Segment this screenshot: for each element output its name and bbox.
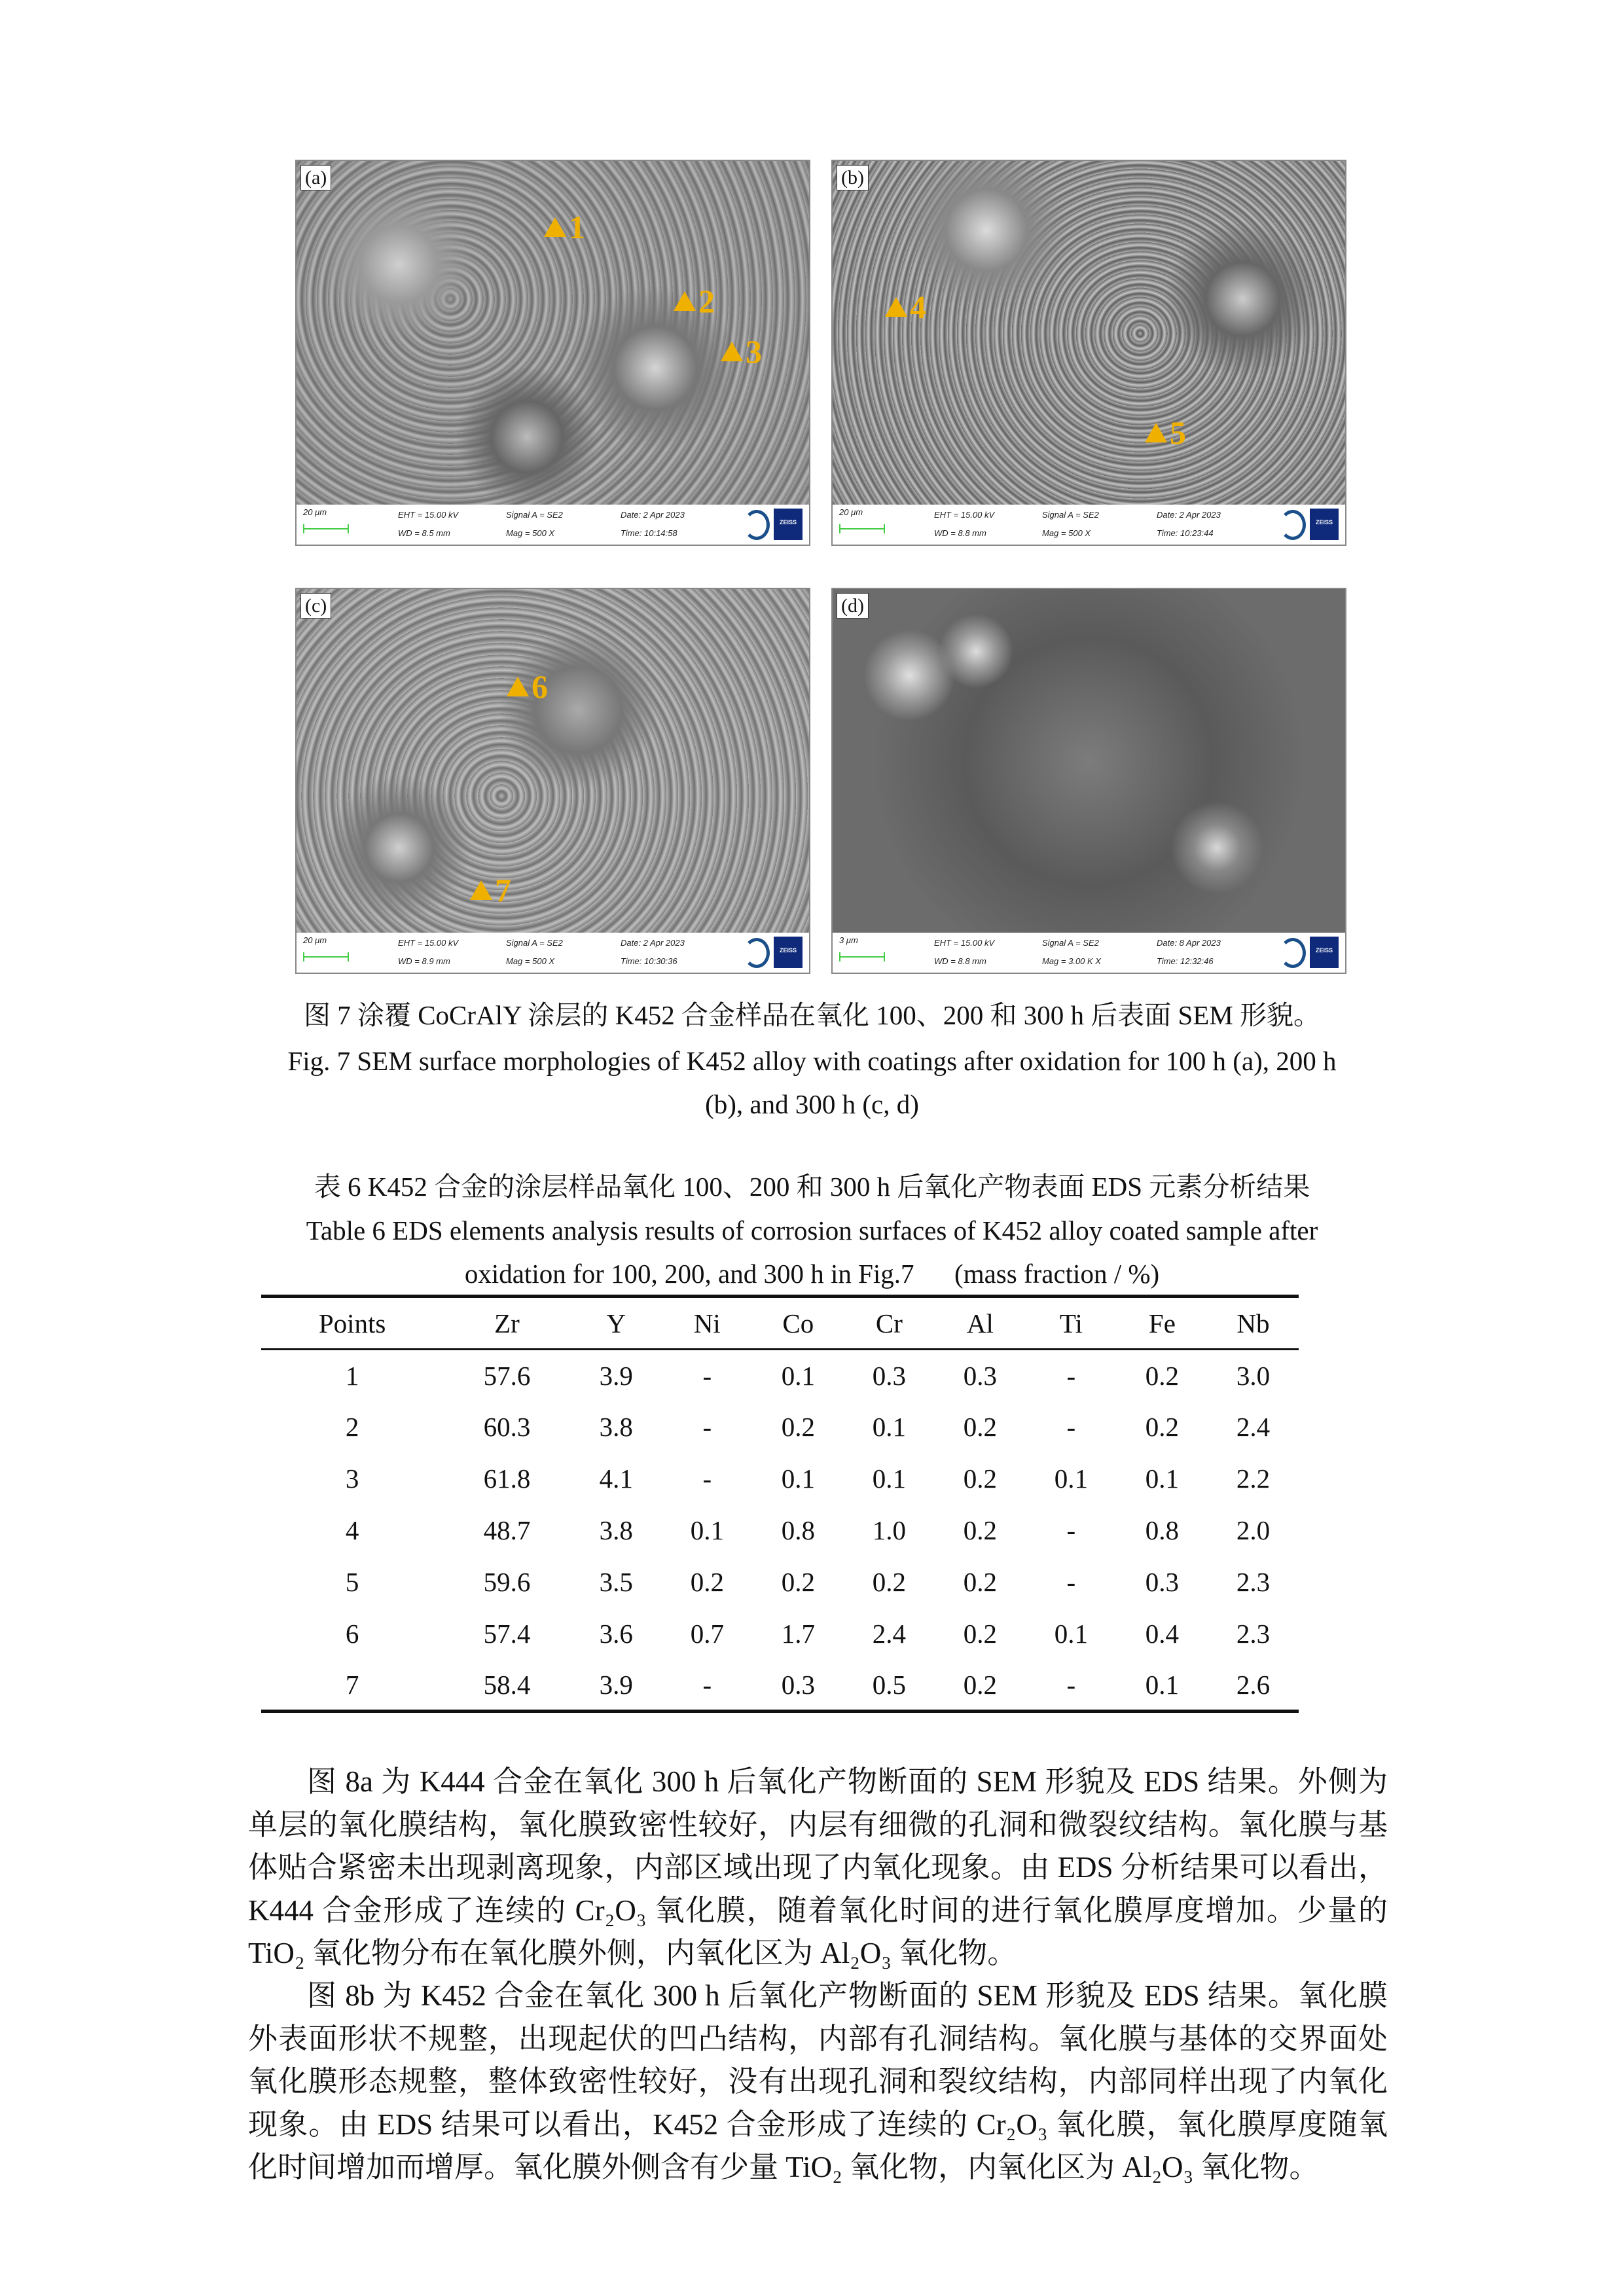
panel-label: (b): [837, 165, 869, 190]
table-cell: 1: [345, 1360, 359, 1391]
triangle-marker-icon: [885, 297, 907, 317]
date: Date: 2 Apr 2023: [621, 938, 685, 948]
table-cell: -: [702, 1463, 712, 1494]
zeiss-logo: ZEISS: [774, 509, 803, 540]
column-header: Y: [606, 1308, 626, 1338]
triangle-marker-icon: [721, 342, 743, 361]
table-cell: 1.7: [781, 1619, 815, 1649]
eht: EHT = 15.00 kV: [398, 510, 459, 520]
table-cell: 0.2: [963, 1669, 997, 1700]
table-cell: 0.1: [1054, 1463, 1088, 1494]
table-cell: 0.1: [872, 1463, 906, 1494]
column-header: Nb: [1236, 1308, 1270, 1338]
scale-label: 20 μm: [303, 935, 327, 945]
table-header-row: [261, 1297, 1299, 1350]
table-cell: 60.3: [483, 1412, 531, 1442]
table-cell: 0.2: [963, 1515, 997, 1545]
table-cell: 0.8: [781, 1515, 815, 1545]
table-cell: 4: [345, 1515, 359, 1545]
triangle-marker-icon: [1145, 423, 1167, 442]
sem-panel-c: [295, 588, 810, 974]
table-cell: -: [1066, 1360, 1076, 1391]
table-cell: 48.7: [483, 1515, 531, 1545]
sem-info-bar: [833, 505, 1345, 545]
triangle-marker-icon: [674, 291, 696, 311]
table-row: [261, 1608, 1299, 1660]
table-cell: 0.2: [1145, 1360, 1180, 1391]
table-cell: 0.8: [1145, 1515, 1180, 1545]
table-cell: 2: [345, 1412, 359, 1442]
table-title-en-line2: oxidation for 100, 200, and 300 h in Fig.7 (mass fraction / %): [464, 1259, 1160, 1289]
figure-caption-cn: 图 7 涂覆 CoCrAlY 涂层的 K452 合金样品在氧化 100、200 和 300 h 后表面 SEM 形貌。: [303, 1000, 1321, 1030]
table-cell: 0.2: [781, 1567, 815, 1597]
column-header: Cr: [875, 1308, 903, 1338]
panel-label: (a): [300, 165, 331, 190]
sem-panel-a: [295, 160, 810, 546]
table-cell: 57.4: [483, 1619, 531, 1649]
table-title-cn: 表 6 K452 合金的涂层样品氧化 100、200 和 300 h 后氧化产物表面 EDS 元素分析结果: [314, 1172, 1310, 1202]
zeiss-logo: ZEISS: [1310, 937, 1339, 968]
sem-image: [297, 589, 809, 934]
table-cell: -: [1066, 1669, 1076, 1700]
time: Time: 10:23:44: [1157, 528, 1214, 538]
scale-bar: [839, 952, 885, 961]
point-marker: [507, 670, 548, 703]
figure-caption-en-line2: (b), and 300 h (c, d): [705, 1089, 919, 1119]
date: Date: 8 Apr 2023: [1157, 938, 1221, 948]
column-header: Al: [966, 1308, 994, 1338]
point-marker: [885, 291, 926, 323]
table-cell: 0.1: [872, 1412, 906, 1442]
figure-caption-en-line1: Fig. 7 SEM surface morphologies of K452 alloy with coatings after oxidation for 100 h (a), 200 h: [287, 1046, 1337, 1076]
table-cell: 2.0: [1236, 1515, 1271, 1545]
time: Time: 10:14:58: [621, 528, 677, 538]
eht: EHT = 15.00 kV: [398, 938, 459, 948]
table-cell: 7: [345, 1669, 359, 1700]
sem-panel-b: [831, 160, 1346, 546]
table-cell: 0.2: [690, 1567, 724, 1597]
point-number: 3: [746, 333, 762, 370]
scale-bar: [839, 524, 885, 533]
signal: Signal A = SE2: [506, 510, 563, 520]
table-cell: -: [1066, 1412, 1076, 1442]
table-cell: 3.6: [599, 1619, 633, 1649]
table-cell: 0.7: [690, 1619, 724, 1649]
table-cell: 0.4: [1145, 1619, 1180, 1649]
table-title-en-line1: Table 6 EDS elements analysis results of corrosion surfaces of K452 alloy coated sample after: [306, 1215, 1318, 1246]
point-number: 7: [495, 872, 511, 908]
triangle-marker-icon: [507, 677, 529, 696]
point-number: 4: [910, 289, 926, 325]
wd: WD = 8.9 mm: [398, 956, 450, 966]
table-cell: 2.4: [872, 1619, 906, 1649]
point-number: 2: [698, 283, 715, 319]
table-cell: 5: [345, 1567, 359, 1597]
institution-logo-icon: [744, 938, 770, 968]
table-cell: 0.2: [872, 1567, 906, 1597]
table-cell: 2.3: [1236, 1567, 1271, 1597]
table-cell: 61.8: [483, 1463, 531, 1494]
point-marker: [470, 874, 511, 906]
table-cell: -: [1066, 1515, 1076, 1545]
point-number: 6: [532, 668, 548, 705]
table-row: [261, 1660, 1299, 1712]
panel-label: (c): [300, 593, 331, 619]
zeiss-logo: ZEISS: [1310, 509, 1339, 540]
point-marker: [1145, 416, 1186, 449]
eht: EHT = 15.00 kV: [934, 938, 995, 948]
table-cell: 2.2: [1236, 1463, 1271, 1494]
table-cell: 3.9: [599, 1360, 633, 1391]
scale-label: 20 μm: [303, 507, 327, 517]
eds-table: [261, 1295, 1299, 1713]
table-cell: 0.1: [1054, 1619, 1088, 1649]
table-cell: 0.5: [872, 1669, 906, 1700]
table-cell: 59.6: [483, 1567, 531, 1597]
time: Time: 12:32:46: [1157, 956, 1214, 966]
table-cell: 0.2: [963, 1412, 997, 1442]
table-cell: 2.4: [1236, 1412, 1271, 1442]
sem-info-bar: [833, 933, 1345, 973]
body-paragraph-2: 图 8b 为 K452 合金在氧化 300 h 后氧化产物断面的 SEM 形貌及 EDS 结果。氧化膜外表面形状不规整，出现起伏的凹凸结构，内部有孔洞结构。氧化膜与基体的交界面处氧化膜形态规整，整体致密性较好，没有出现孔洞和裂纹结构，内部同样出现了内氧化现象。由 EDS 结果可以看出，K452 合金形成了连续的 Cr₂O₃ 氧化膜，氧化膜厚度随氧化时间增加而增厚。氧化膜外侧含有少量 TiO₂ 氧化物，内氧化区为 Al₂O₃ 氧化物。: [248, 1979, 1388, 2183]
table-cell: 0.2: [963, 1619, 997, 1649]
table-cell: 3.8: [599, 1412, 633, 1442]
institution-logo-icon: [1280, 938, 1306, 968]
table-row: [261, 1505, 1299, 1556]
table-cell: 2.6: [1236, 1669, 1271, 1700]
eht: EHT = 15.00 kV: [934, 510, 995, 520]
table-cell: 4.1: [599, 1463, 633, 1494]
institution-logo-icon: [744, 510, 770, 540]
sem-info-bar: [297, 505, 809, 545]
point-number: 5: [1170, 414, 1186, 451]
scale-bar: [303, 524, 349, 533]
column-header: Zr: [494, 1308, 520, 1338]
table-cell: 3: [345, 1463, 359, 1494]
table-cell: -: [702, 1669, 712, 1700]
institution-logo-icon: [1280, 510, 1306, 540]
table-cell: 2.3: [1236, 1619, 1271, 1649]
column-header: Ni: [693, 1308, 721, 1338]
table-row: [261, 1401, 1299, 1453]
panel-label: (d): [837, 593, 869, 619]
date: Date: 2 Apr 2023: [1157, 510, 1221, 520]
mag: Mag = 500 X: [1042, 528, 1091, 538]
table-cell: 0.2: [781, 1412, 815, 1442]
table-cell: 57.6: [483, 1360, 531, 1391]
table-cell: 58.4: [483, 1669, 531, 1700]
signal: Signal A = SE2: [1042, 938, 1099, 948]
table-cell: 0.2: [1145, 1412, 1180, 1442]
table-row: [261, 1453, 1299, 1505]
body-paragraph-1: 图 8a 为 K444 合金在氧化 300 h 后氧化产物断面的 SEM 形貌及 EDS 结果。外侧为单层的氧化膜结构，氧化膜致密性较好，内层有细微的孔洞和微裂纹结构。氧化膜与基体贴合紧密未出现剥离现象，内部区域出现了内氧化现象。由 EDS 分析结果可以看出，K444 合金形成了连续的 Cr₂O₃ 氧化膜，随着氧化时间的进行氧化膜厚度增加。少量的 TiO₂ 氧化物分布在氧化膜外侧，内氧化区为 Al₂O₃ 氧化物。: [248, 1765, 1388, 1969]
table-cell: 0.1: [781, 1360, 815, 1391]
zeiss-logo: ZEISS: [774, 937, 803, 968]
table-cell: 0.1: [690, 1515, 724, 1545]
triangle-marker-icon: [470, 880, 492, 900]
column-header: Points: [318, 1308, 386, 1338]
column-header: Fe: [1148, 1308, 1176, 1338]
column-header: Co: [782, 1308, 814, 1338]
triangle-marker-icon: [544, 217, 566, 237]
table-cell: 0.1: [781, 1463, 815, 1494]
table-cell: 0.2: [963, 1567, 997, 1597]
sem-image: [833, 589, 1345, 934]
scale-bar: [303, 952, 349, 961]
point-marker: [674, 285, 715, 317]
wd: WD = 8.8 mm: [934, 956, 986, 966]
table-cell: 0.2: [963, 1463, 997, 1494]
table-cell: 0.1: [1145, 1669, 1180, 1700]
table-cell: 1.0: [872, 1515, 906, 1545]
table-cell: 0.3: [781, 1669, 815, 1700]
table-cell: -: [702, 1412, 712, 1442]
wd: WD = 8.8 mm: [934, 528, 986, 538]
column-header: Ti: [1059, 1308, 1083, 1338]
signal: Signal A = SE2: [506, 938, 563, 948]
table-cell: 3.8: [599, 1515, 633, 1545]
table-cell: -: [1066, 1567, 1076, 1597]
scale-label: 20 μm: [839, 507, 863, 517]
table-cell: 0.1: [1145, 1463, 1180, 1494]
table-cell: 3.5: [599, 1567, 633, 1597]
mag: Mag = 500 X: [506, 956, 555, 966]
date: Date: 2 Apr 2023: [621, 510, 685, 520]
mag: Mag = 3.00 K X: [1042, 956, 1101, 966]
sem-panel-d: [831, 588, 1346, 974]
table-row: [261, 1350, 1299, 1401]
point-marker: [721, 335, 762, 368]
table-cell: -: [702, 1360, 712, 1391]
mag: Mag = 500 X: [506, 528, 555, 538]
table-cell: 0.3: [872, 1360, 906, 1391]
table-cell: 3.9: [599, 1669, 633, 1700]
table-row: [261, 1556, 1299, 1608]
wd: WD = 8.5 mm: [398, 528, 450, 538]
point-marker: [544, 211, 585, 243]
signal: Signal A = SE2: [1042, 510, 1099, 520]
time: Time: 10:30:36: [621, 956, 677, 966]
scale-label: 3 μm: [839, 935, 858, 945]
table-cell: 6: [345, 1619, 359, 1649]
table-cell: 0.3: [1145, 1567, 1180, 1597]
table-cell: 0.3: [963, 1360, 997, 1391]
point-number: 1: [569, 209, 585, 245]
table-cell: 3.0: [1236, 1360, 1271, 1391]
sem-image: [833, 161, 1345, 506]
sem-info-bar: [297, 933, 809, 973]
